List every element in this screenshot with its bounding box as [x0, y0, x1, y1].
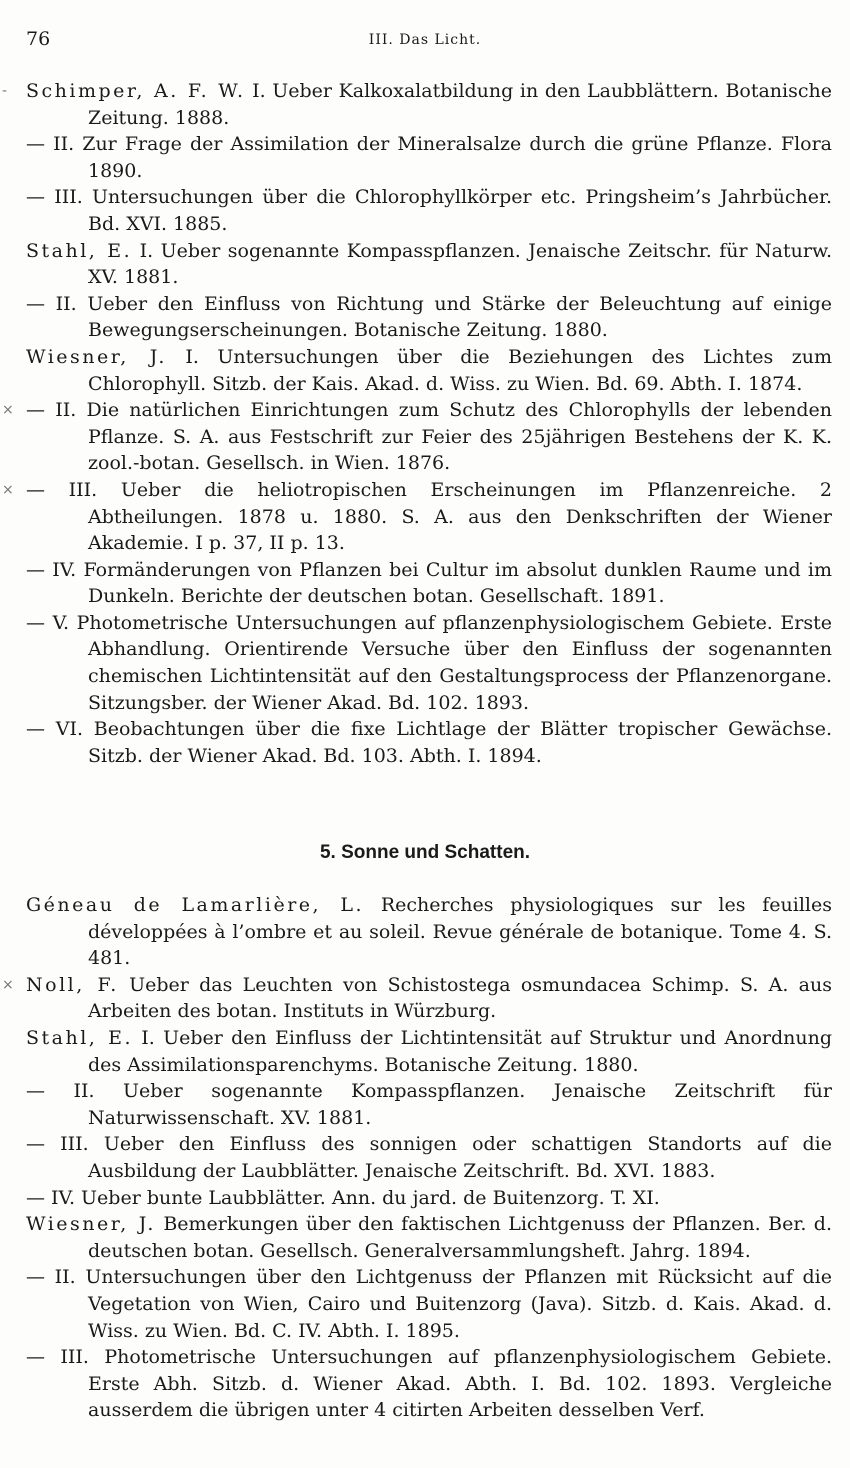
entry-ditto-dash: —	[26, 1133, 45, 1156]
bibliography-entry	[2, 397, 833, 477]
entry-text: III. Photometrische Untersuchungen auf pflanzenphysiologischem Gebiete. Erste Abh. Sitzb. d. Wiener Akad. Abth. I. Bd. 102. 1893. Vergleiche ausserdem die übrigen unter 4 citirten Arbeiten desselben Verf.	[60, 1346, 832, 1422]
entry-text: Ueber das Leuchten von Schistostega osmundacea Schimp. S. A. aus Arbeiten des botan. Instituts in Würzburg.	[88, 973, 832, 1023]
entry-author: Stahl, E.	[26, 239, 133, 262]
bibliography-entry	[2, 972, 832, 1025]
entry-text: II. Ueber sogenannte Kompasspflanzen. Jenaische Zeitschrift für Naturwissenschaft. XV. 1881.	[73, 1080, 832, 1129]
bibliography-entry	[26, 1078, 832, 1131]
entry-ditto-dash: —	[26, 399, 45, 422]
page-number: 76	[26, 28, 51, 50]
bibliography-entry	[26, 557, 833, 610]
entry-ditto-dash: —	[26, 186, 45, 209]
entry-text: II. Untersuchungen über den Lichtgenuss der Pflanzen mit Rücksicht auf die Vegetation von Wien, Cairo und Buitenzorg (Java). Sitzb. d. Kais. Akad. d. Wiss. zu Wien. Bd. C. IV. Abth. I. 1895.	[54, 1266, 832, 1342]
entry-text: II. Die natürlichen Einrichtungen zum Schutz des Chlorophylls der lebenden Pflanze. S. A. aus Festschrift zur Feier des 25jährigen Bestehens der K. K. zool.-botan. Gesellsch. in Wien. 1876.	[55, 399, 833, 475]
entry-text: Recherches physiologiques sur les feuilles développées à l’ombre et au soleil. Revue générale de botanique. Tome 4. S. 481.	[88, 894, 832, 970]
entry-text: III. Untersuchungen über die Chlorophyllkörper etc. Pringsheim’s Jahrbücher. Bd. XVI. 1885.	[54, 186, 832, 235]
entry-ditto-dash: —	[26, 558, 45, 581]
entry-text: III. Ueber den Einfluss des sonnigen oder schattigen Standorts auf die Ausbildung der Laubblätter. Jenaische Zeitschrift. Bd. XVI. 1883.	[60, 1133, 832, 1182]
entry-text: VI. Beobachtungen über die fixe Lichtlage der Blätter tropischer Gewächse. Sitzb. der Wiener Akad. Bd. 103. Abth. I. 1894.	[55, 718, 832, 767]
entry-text: III. Ueber die heliotropischen Erscheinungen im Pflanzenreiche. 2 Abtheilungen. 1878 u. 1880. S. A. aus den Denkschriften der Wiener Akademie. I p. 37, II p. 13.	[68, 478, 832, 555]
bibliography-entry	[26, 1211, 832, 1264]
section-heading: 5. Sonne und Schatten.	[319, 842, 531, 863]
bibliography-section-light	[0, 78, 850, 769]
entry-text: I. Ueber sogenannte Kompasspflanzen. Jenaische Zeitschr. für Naturw. XV. 1881.	[88, 239, 832, 289]
bibliography-entry	[2, 78, 832, 131]
bibliography-entry	[26, 1344, 832, 1424]
bibliography-section-sun-shade	[0, 892, 850, 1424]
entry-text: II. Ueber den Einfluss von Richtung und Stärke der Beleuchtung auf einige Bewegungserscheinungen. Botanische Zeitung. 1880.	[55, 292, 833, 342]
margin-mark: ×	[2, 481, 14, 498]
entry-text: I. Ueber Kalkoxalatbildung in den Laubblättern. Botanische Zeitung. 1888.	[88, 80, 832, 129]
entry-ditto-dash: —	[26, 718, 45, 741]
entry-text: I. Untersuchungen über die Beziehungen des Lichtes zum Chlorophyll. Sitzb. der Kais. Akad. d. Wiss. zu Wien. Bd. 69. Abth. I. 1874.	[88, 345, 832, 395]
bibliography-entry	[26, 1185, 832, 1212]
entry-author: Noll, F.	[26, 973, 119, 996]
entry-author: Stahl, E.	[26, 1026, 134, 1049]
entry-text: I. Ueber den Einfluss der Lichtintensität auf Struktur und Anordnung des Assimilationsparenchyms. Botanische Zeitung. 1880.	[88, 1026, 833, 1076]
entry-text: II. Zur Frage der Assimilation der Mineralsalze durch die grüne Pflanze. Flora 1890.	[53, 133, 832, 182]
entry-ditto-dash: —	[26, 1346, 45, 1369]
running-title: III. Das Licht.	[368, 32, 482, 48]
bibliography-entry	[26, 892, 832, 972]
bibliography-entry	[26, 1264, 832, 1344]
bibliography-entry	[26, 131, 832, 184]
bibliography-entry	[26, 291, 833, 344]
entry-text: Bemerkungen über den faktischen Lichtgenuss der Pflanzen. Ber. d. deutschen botan. Gesellsch. Generalversammlungsheft. Jahrg. 1894.	[88, 1213, 832, 1262]
entry-author: Géneau de Lamarlière, L.	[26, 894, 365, 916]
entry-ditto-dash: —	[26, 611, 45, 634]
entry-text: IV. Formänderungen von Pflanzen bei Cultur im absolut dunklen Raume und im Dunkeln. Berichte der deutschen botan. Gesellschaft. 1891.	[52, 558, 833, 608]
bibliography-entry	[26, 184, 832, 237]
bibliography-entry	[26, 1131, 832, 1184]
entry-ditto-dash: —	[26, 1266, 45, 1289]
margin-mark: -	[2, 83, 8, 99]
entry-ditto-dash: —	[26, 292, 45, 315]
bibliography-entry	[26, 238, 832, 291]
entry-author: Schimper, A. F. W.	[26, 80, 246, 102]
entry-text: IV. Ueber bunte Laubblätter. Ann. du jard. de Buitenzorg. T. XI.	[51, 1186, 660, 1209]
bibliography-entry	[26, 344, 832, 397]
page-header	[26, 28, 824, 58]
entry-author: Wiesner, J.	[26, 345, 167, 368]
bibliography-entry	[26, 610, 832, 716]
entry-author: Wiesner, J.	[26, 1213, 156, 1236]
margin-mark: ×	[2, 976, 14, 993]
margin-mark: ×	[2, 402, 14, 419]
entry-ditto-dash: —	[26, 478, 45, 501]
bibliography-entry	[26, 1025, 833, 1078]
entry-ditto-dash: —	[26, 133, 45, 156]
entry-ditto-dash: —	[26, 1186, 45, 1209]
bibliography-entry	[2, 477, 832, 557]
entry-text: V. Photometrische Untersuchungen auf pflanzenphysiologischem Gebiete. Erste Abhandlung. Orientirende Versuche über den Einfluss der sogenannten chemischen Lichtintensität auf den Gestaltungsprocess der Pflanzenorgane. Sitzungsber. der Wiener Akad. Bd. 102. 1893.	[52, 611, 832, 714]
entry-ditto-dash: —	[26, 1080, 45, 1103]
bibliography-entry	[26, 716, 832, 769]
